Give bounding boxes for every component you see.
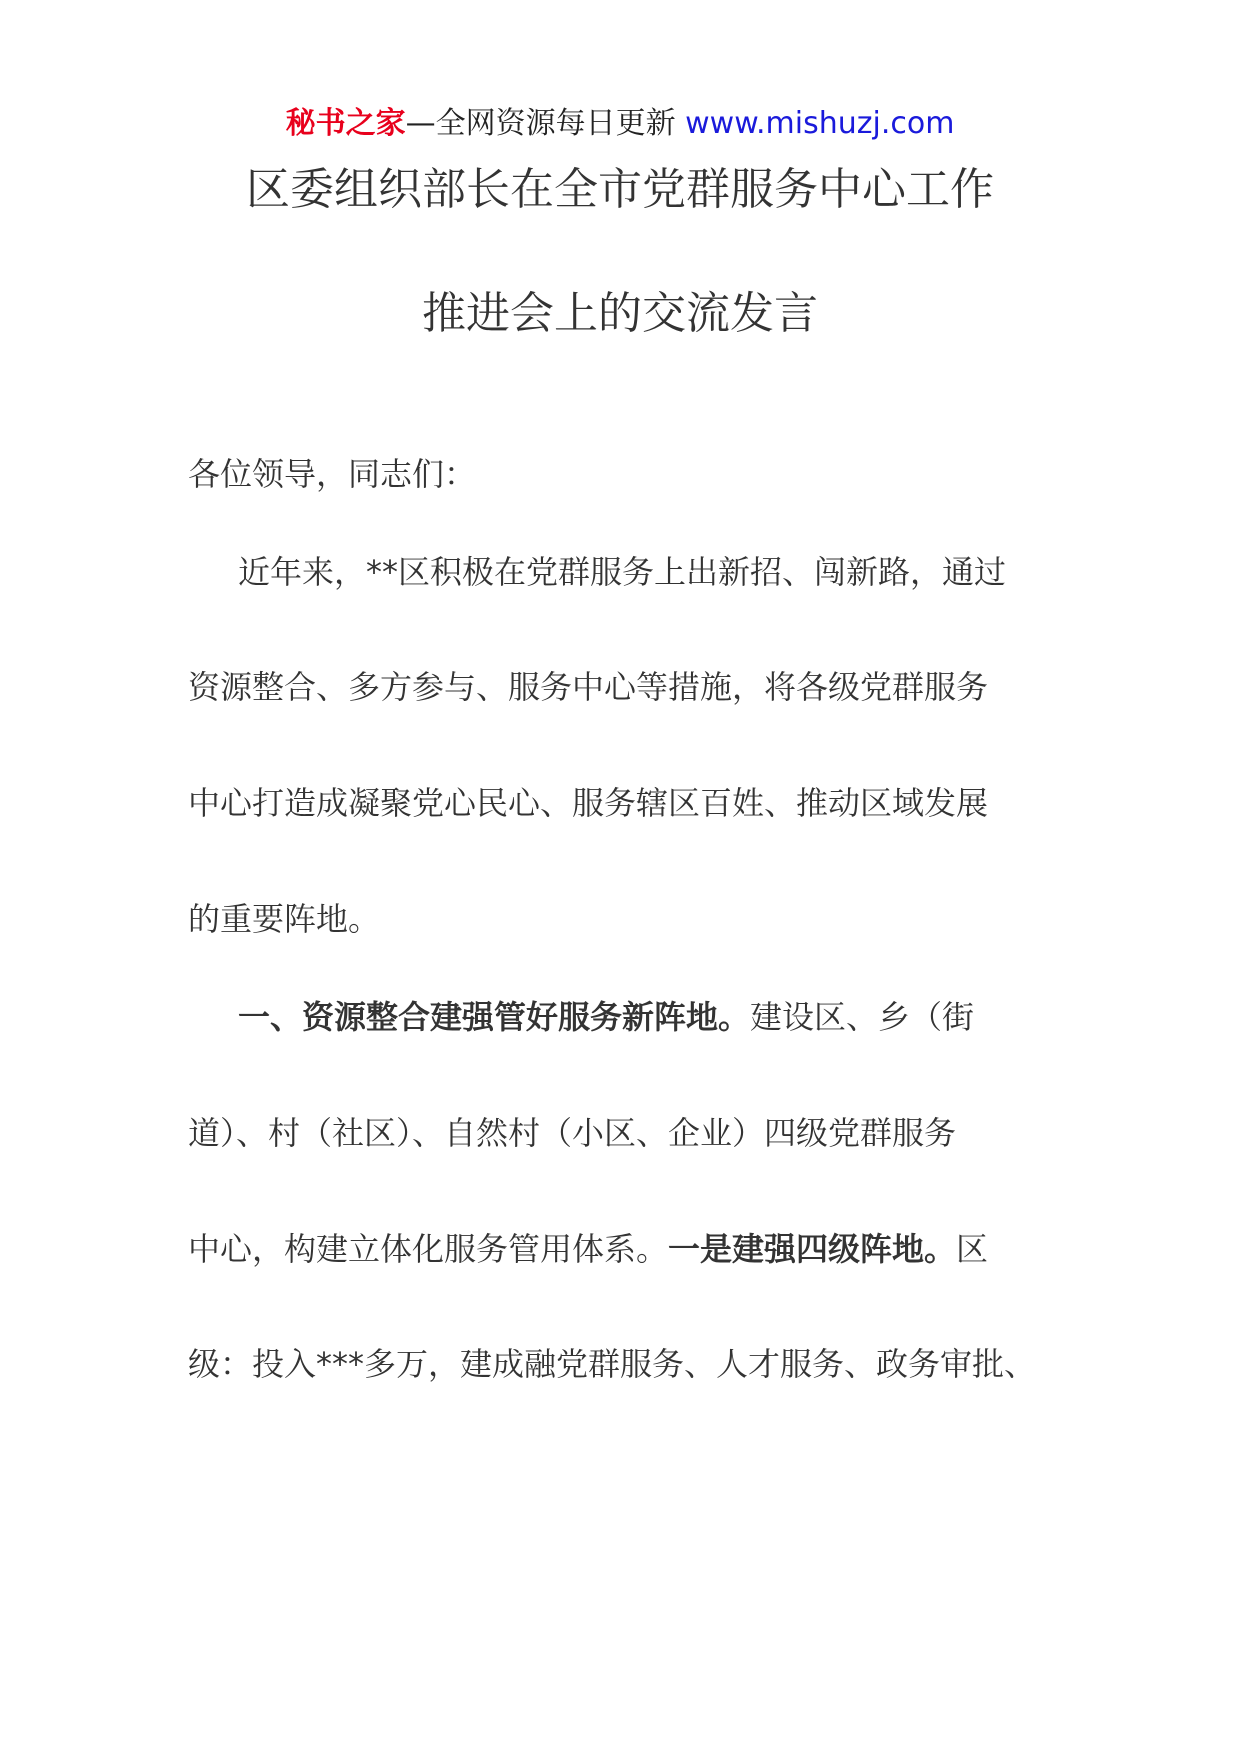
paragraph-2-line-3-a: 中心，构建立体化服务管用体系。 (188, 1230, 669, 1268)
paragraph-1-line-4: 的重要阵地。 (188, 900, 381, 938)
subpoint-heading: 一是建强四级阵地。 (668, 1230, 957, 1268)
paragraph-1-line-1: 近年来，**区积极在党群服务上出新招、闯新路，通过 (238, 553, 1007, 591)
document-title-line-1: 区委组织部长在全市党群服务中心工作 (246, 164, 994, 215)
paragraph-2-line-3 (188, 1225, 988, 1273)
paragraph-1-line-3: 中心打造成凝聚党心民心、服务辖区百姓、推动区域发展 (188, 784, 989, 822)
paragraph-2-line-4: 级：投入***多万，建成融党群服务、人才服务、政务审批、 (188, 1345, 1037, 1383)
paragraph-2-line-2: 道）、村（社区）、自然村（小区、企业）四级党群服务 (188, 1114, 957, 1152)
site-header (0, 100, 1240, 148)
brand-name: 秘书之家 (285, 106, 406, 141)
salutation: 各位领导，同志们： (188, 455, 477, 493)
paragraph-2-line-3-b: 区 (956, 1230, 989, 1268)
document-title-line-2: 推进会上的交流发言 (422, 288, 818, 339)
paragraph-2-line-1-rest: 建设区、乡（街 (750, 998, 975, 1036)
paragraph-2-line-1 (238, 993, 974, 1041)
header-tagline: —全网资源每日更新 (405, 106, 676, 141)
paragraph-1-line-2: 资源整合、多方参与、服务中心等措施，将各级党群服务 (188, 668, 989, 706)
site-url[interactable]: www.mishuzj.com (685, 106, 955, 141)
section-heading: 一、资源整合建强管好服务新阵地。 (238, 998, 751, 1036)
